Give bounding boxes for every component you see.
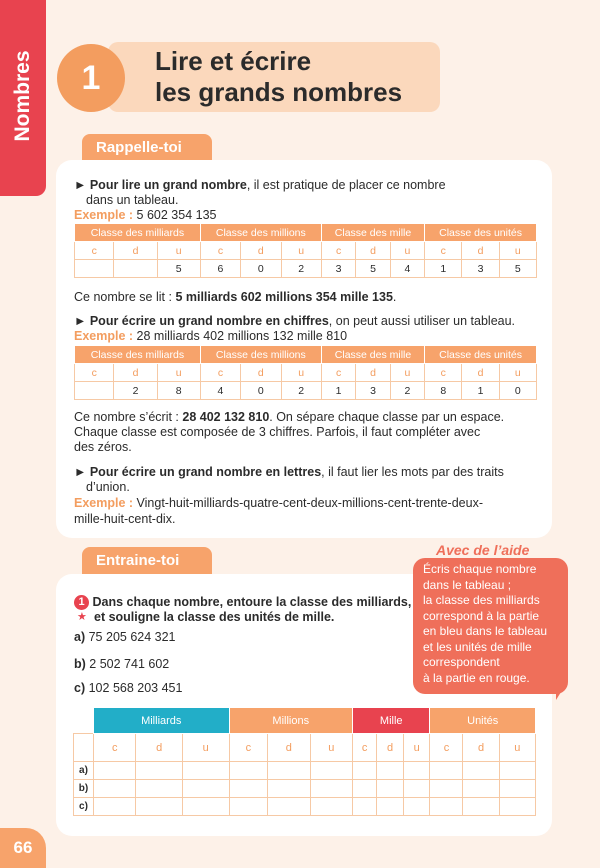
write-sentence-2: Chaque classe est composée de 3 chiffres. Parfois, il faut compléter avec — [74, 425, 481, 439]
answer-cell[interactable] — [463, 780, 499, 798]
digit-cell: 3 — [321, 260, 355, 278]
exercise-instruction: 1 Dans chaque nombre, entoure la classe des milliards, — [74, 594, 411, 610]
rule-read-2: dans un tableau. — [86, 193, 179, 207]
answer-cell[interactable] — [182, 762, 229, 780]
item-b: b) 2 502 741 602 — [74, 657, 170, 671]
aide-line: correspondent — [423, 655, 500, 669]
digit-cell: 6 — [200, 260, 240, 278]
digit-cell: 4 — [390, 260, 424, 278]
place-letter: d — [114, 364, 157, 382]
digit-cell: 2 — [281, 260, 321, 278]
place-letter: c — [229, 734, 268, 762]
digit-cell — [114, 260, 157, 278]
aide-line: la classe des milliards — [423, 593, 540, 607]
aide-bubble-tail — [556, 684, 566, 700]
answer-cell[interactable] — [377, 762, 404, 780]
place-letter: c — [321, 242, 355, 260]
digit-cell: 8 — [425, 382, 462, 400]
digit-cell: 8 — [157, 382, 200, 400]
answer-cell[interactable] — [94, 798, 136, 816]
difficulty-star-icon: ★ — [77, 611, 87, 623]
exercise-instruction-2: et souligne la classe des unités de mille. — [94, 610, 335, 624]
place-letter: u — [157, 242, 200, 260]
place-letter: u — [310, 734, 352, 762]
place-letter: d — [356, 364, 390, 382]
answer-cell[interactable] — [136, 780, 183, 798]
place-value-table-1: Classe des milliards Classe des millions Classe des mille Classe des unités c d u c d u c d u c d u 5 6 0 2 3 5 4 1 3 5 — [74, 223, 537, 278]
aide-line: en bleu dans le tableau — [423, 624, 548, 638]
answer-cell[interactable] — [377, 780, 404, 798]
answer-cell[interactable] — [229, 798, 268, 816]
example-3: Exemple : Vingt-huit-milliards-quatre-cent-deux-millions-cent-trente-deux- — [74, 496, 483, 510]
place-letter: d — [462, 242, 499, 260]
aide-line: Écris chaque nombre — [423, 562, 537, 576]
place-letter: c — [321, 364, 355, 382]
answer-cell[interactable] — [310, 798, 352, 816]
digit-cell: 5 — [499, 260, 536, 278]
aide-line: à la partie en rouge. — [423, 670, 530, 685]
answer-cell[interactable] — [403, 798, 430, 816]
answer-cell[interactable] — [229, 762, 268, 780]
answer-cell[interactable] — [463, 762, 499, 780]
place-letter: c — [200, 364, 240, 382]
chapter-tab — [0, 0, 46, 196]
answer-table: Milliards Millions Mille Unités c d u c d u c d u c d u a) b) c) — [73, 707, 536, 816]
place-letter: u — [182, 734, 229, 762]
place-letter: d — [462, 364, 499, 382]
digit-cell: 3 — [462, 260, 499, 278]
class-header: Millions — [229, 708, 353, 734]
aide-line: correspond à la partie — [423, 608, 540, 623]
answer-cell[interactable] — [499, 762, 535, 780]
answer-cell[interactable] — [430, 762, 463, 780]
lesson-number: 1 — [57, 44, 125, 112]
place-letter: u — [499, 242, 536, 260]
aide-title: Avec de l’aide — [436, 542, 530, 558]
digit-cell: 5 — [157, 260, 200, 278]
digit-cell: 0 — [241, 260, 281, 278]
digit-cell — [75, 382, 114, 400]
answer-cell[interactable] — [94, 762, 136, 780]
place-letter: c — [75, 242, 114, 260]
rule-write-digits: ► Pour écrire un grand nombre en chiffres, on peut aussi utiliser un tableau. — [74, 314, 516, 328]
answer-cell[interactable] — [268, 798, 310, 816]
answer-cell[interactable] — [463, 798, 499, 816]
answer-cell[interactable] — [353, 762, 377, 780]
place-letter: u — [499, 364, 536, 382]
digit-cell: 3 — [356, 382, 390, 400]
digit-cell: 0 — [241, 382, 281, 400]
item-a: a) 75 205 624 321 — [74, 630, 176, 644]
answer-cell[interactable] — [310, 780, 352, 798]
place-letter: d — [268, 734, 310, 762]
digit-cell: 5 — [356, 260, 390, 278]
answer-cell[interactable] — [403, 762, 430, 780]
answer-cell[interactable] — [182, 798, 229, 816]
place-letter: c — [425, 242, 462, 260]
rule-write-letters-2: d’union. — [86, 480, 130, 494]
place-letter: u — [403, 734, 430, 762]
rule-read: ► Pour lire un grand nombre, il est pratique de placer ce nombre — [74, 178, 446, 192]
answer-cell[interactable] — [229, 780, 268, 798]
digit-cell: 1 — [425, 260, 462, 278]
digit-cell: 2 — [114, 382, 157, 400]
read-sentence: Ce nombre se lit : 5 milliards 602 millions 354 mille 135. — [74, 290, 397, 304]
place-letter: u — [157, 364, 200, 382]
answer-cell[interactable] — [136, 798, 183, 816]
class-header: Milliards — [94, 708, 230, 734]
exercise-number: 1 — [74, 595, 89, 610]
place-letter: d — [241, 364, 281, 382]
answer-cell[interactable] — [430, 780, 463, 798]
place-letter: d — [241, 242, 281, 260]
lesson-title: Lire et écrire les grands nombres — [155, 46, 403, 107]
answer-cell[interactable] — [136, 762, 183, 780]
digit-cell: 2 — [281, 382, 321, 400]
digit-cell: 1 — [321, 382, 355, 400]
write-sentence-3: des zéros. — [74, 440, 132, 454]
place-letter: d — [356, 242, 390, 260]
write-sentence: Ce nombre s’écrit : 28 402 132 810. On sépare chaque classe par un espace. — [74, 410, 505, 424]
answer-cell[interactable] — [182, 780, 229, 798]
place-letter: c — [430, 734, 463, 762]
answer-cell[interactable] — [268, 762, 310, 780]
class-header: Mille — [353, 708, 430, 734]
class-header: Unités — [430, 708, 536, 734]
answer-cell[interactable] — [353, 798, 377, 816]
answer-cell[interactable] — [499, 798, 535, 816]
place-letter: u — [390, 364, 424, 382]
chapter-label: Nombres — [11, 50, 34, 142]
place-letter: u — [281, 364, 321, 382]
place-letter: c — [425, 364, 462, 382]
place-letter: u — [281, 242, 321, 260]
place-letter: d — [136, 734, 183, 762]
digit-cell: 4 — [200, 382, 240, 400]
aide-line: dans le tableau ; — [423, 577, 512, 592]
place-letter: c — [75, 364, 114, 382]
digit-cell: 2 — [390, 382, 424, 400]
answer-cell[interactable] — [499, 780, 535, 798]
place-letter: c — [94, 734, 136, 762]
place-letter: d — [377, 734, 404, 762]
place-value-table-2: Classe des milliards Classe des millions Classe des mille Classe des unités c d u c d u c d u c d u 2 8 4 0 2 1 3 2 8 1 0 — [74, 345, 537, 400]
digit-cell — [75, 260, 114, 278]
example-1: Exemple : 5 602 354 135 — [74, 208, 217, 222]
place-letter: d — [463, 734, 499, 762]
item-c: c) 102 568 203 451 — [74, 681, 183, 695]
aide-line: et les unités de mille — [423, 639, 532, 654]
place-letter: u — [499, 734, 535, 762]
answer-cell[interactable] — [94, 780, 136, 798]
rappelle-tab: Rappelle-toi — [82, 134, 212, 162]
place-letter: c — [200, 242, 240, 260]
answer-cell[interactable] — [310, 762, 352, 780]
digit-cell: 0 — [499, 382, 536, 400]
rule-write-letters: ► Pour écrire un grand nombre en lettres, il faut lier les mots par des traits — [74, 465, 504, 479]
answer-cell[interactable] — [403, 780, 430, 798]
entraine-tab: Entraine-toi — [82, 547, 212, 575]
answer-cell[interactable] — [430, 798, 463, 816]
example-3-line2: mille-huit-cent-dix. — [74, 512, 176, 526]
example-2: Exemple : 28 milliards 402 millions 132 mille 810 — [74, 329, 348, 343]
aide-bubble — [413, 558, 568, 694]
place-letter: d — [114, 242, 157, 260]
place-letter: u — [390, 242, 424, 260]
answer-cell[interactable] — [353, 780, 377, 798]
page-number: 66 — [0, 828, 46, 868]
digit-cell: 1 — [462, 382, 499, 400]
answer-cell[interactable] — [377, 798, 404, 816]
answer-cell[interactable] — [268, 780, 310, 798]
place-letter: c — [353, 734, 377, 762]
